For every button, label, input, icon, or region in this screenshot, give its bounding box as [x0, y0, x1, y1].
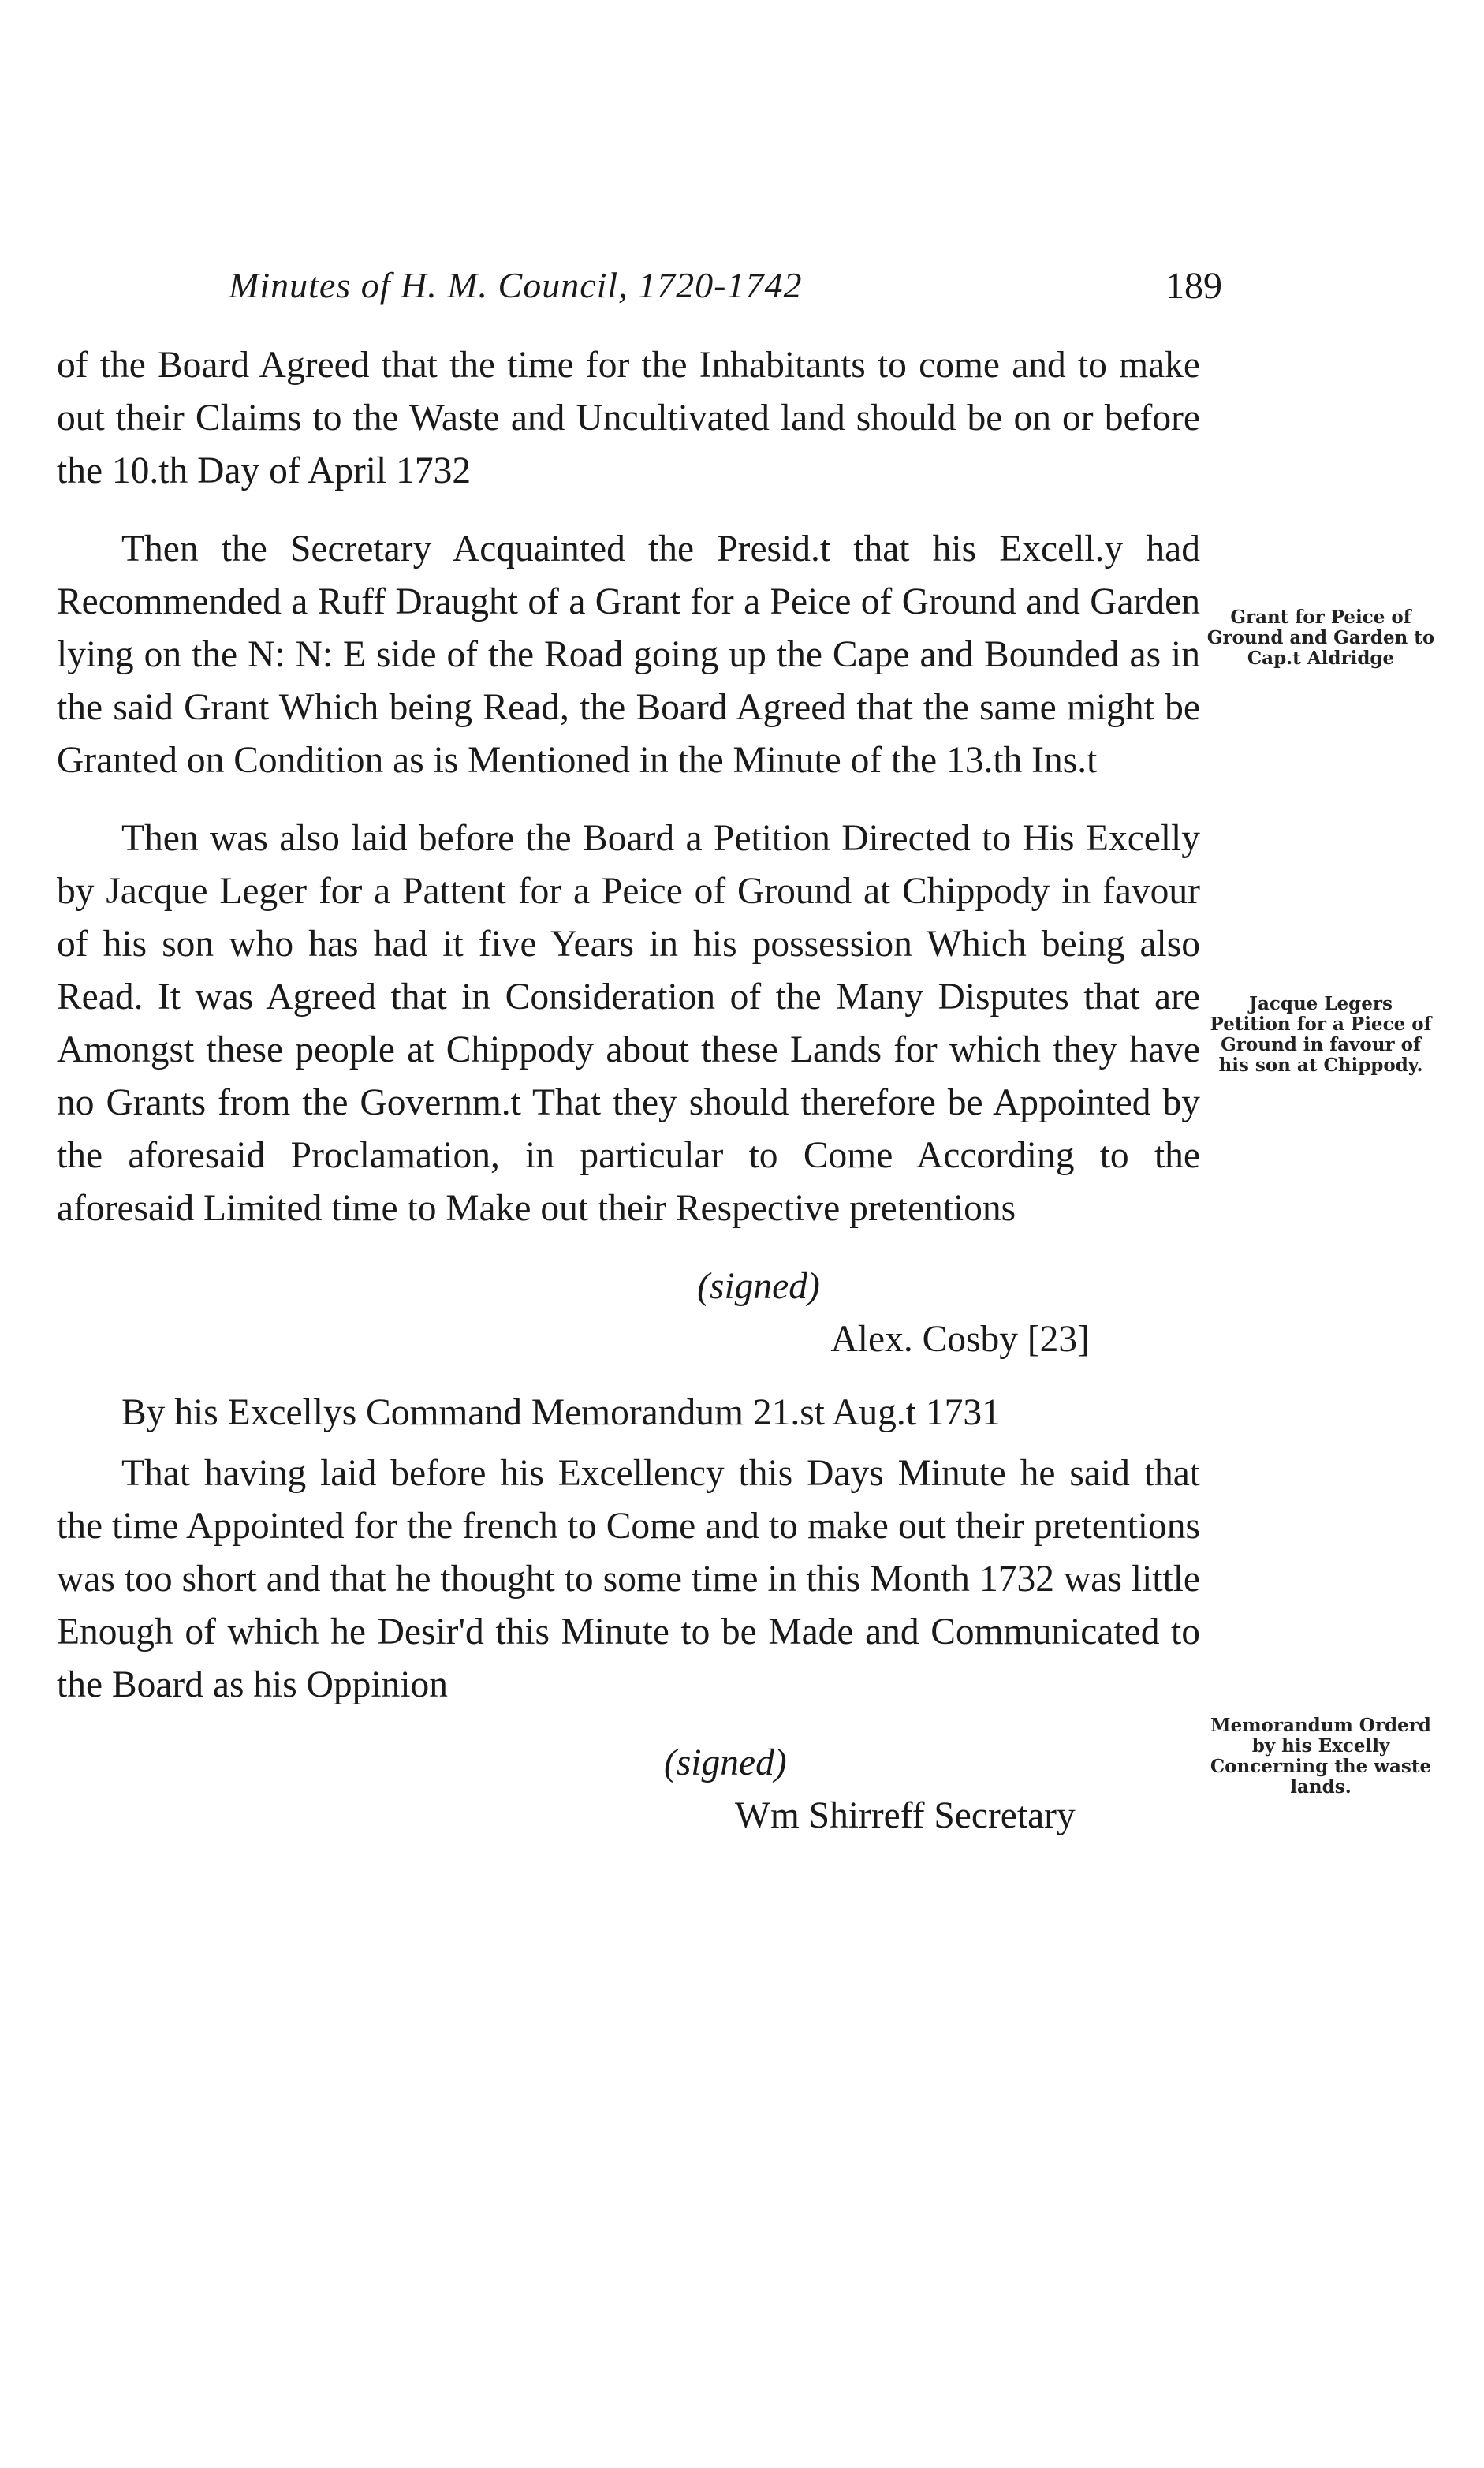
margin-note-petition: Jacque Legers Petition for a Piece of Ground in favour of his son at Chippody.: [1210, 993, 1432, 1076]
page-number: 189: [1165, 265, 1222, 307]
paragraph-continuation: of the Board Agreed that the time for the Inhabitants to come and to make out their Claims to the Waste and Uncultivated land should be on or before the 10.th Day of April 1732: [57, 345, 1200, 491]
paragraph-petition: Then was also laid before the Board a Petition Directed to His Excelly by Jacque Leger for a Pattent for a Peice of Ground at Chippody in favour of his son who has had it five Years in his possession Which being also Read. It was Agreed that in Consideration of the Many Disputes that are Amongst these people at Chippody about these Lands for which they have no Grants from the Governm.t That they should therefore be Appointed by the aforesaid Proclamation, in particular to Come According to the aforesaid Limited time to Make out their Respective pretentions: [57, 818, 1200, 1229]
running-title: Minutes of H. M. Council, 1720-1742: [229, 265, 803, 305]
memo-heading: By his Excellys Command Memorandum 21.st Aug.t 1731: [121, 1392, 1001, 1433]
signature-label: (signed): [697, 1266, 820, 1307]
paragraph-grant: Then the Secretary Acquainted the Presid.t that his Excell.y had Recommended a Ruff Draught of a Grant for a Peice of Ground and Garden lying on the N: N: E side of the Road going up the Cape and Bounded as in the said Grant Which being Read, the Board Agreed that the same might be Granted on Condition as is Mentioned in the Minute of the 13.th Ins.t: [57, 528, 1200, 781]
page-body: [57, 339, 1200, 1843]
running-header: [229, 264, 1222, 312]
margin-note-grant: Grant for Peice of Ground and Garden to Cap.t Aldridge: [1206, 607, 1435, 669]
signature-name: Alex. Cosby [23]: [830, 1319, 1090, 1360]
paragraph-memorandum: That having laid before his Excellency this Days Minute he said that the time Appointed for the french to Come and to make out their pretentions was too short and that he thought to some time in this Month 1732 was little Enough of which he Desir'd this Minute to be Made and Communicated to the Board as his Oppinion: [57, 1453, 1200, 1705]
signature-name-2: Wm Shirreff Secretary: [735, 1795, 1076, 1836]
margin-note-memorandum: Memorandum Orderd by his Excelly Concerning the waste lands.: [1210, 1715, 1432, 1798]
signature-label-2: (signed): [664, 1742, 787, 1783]
